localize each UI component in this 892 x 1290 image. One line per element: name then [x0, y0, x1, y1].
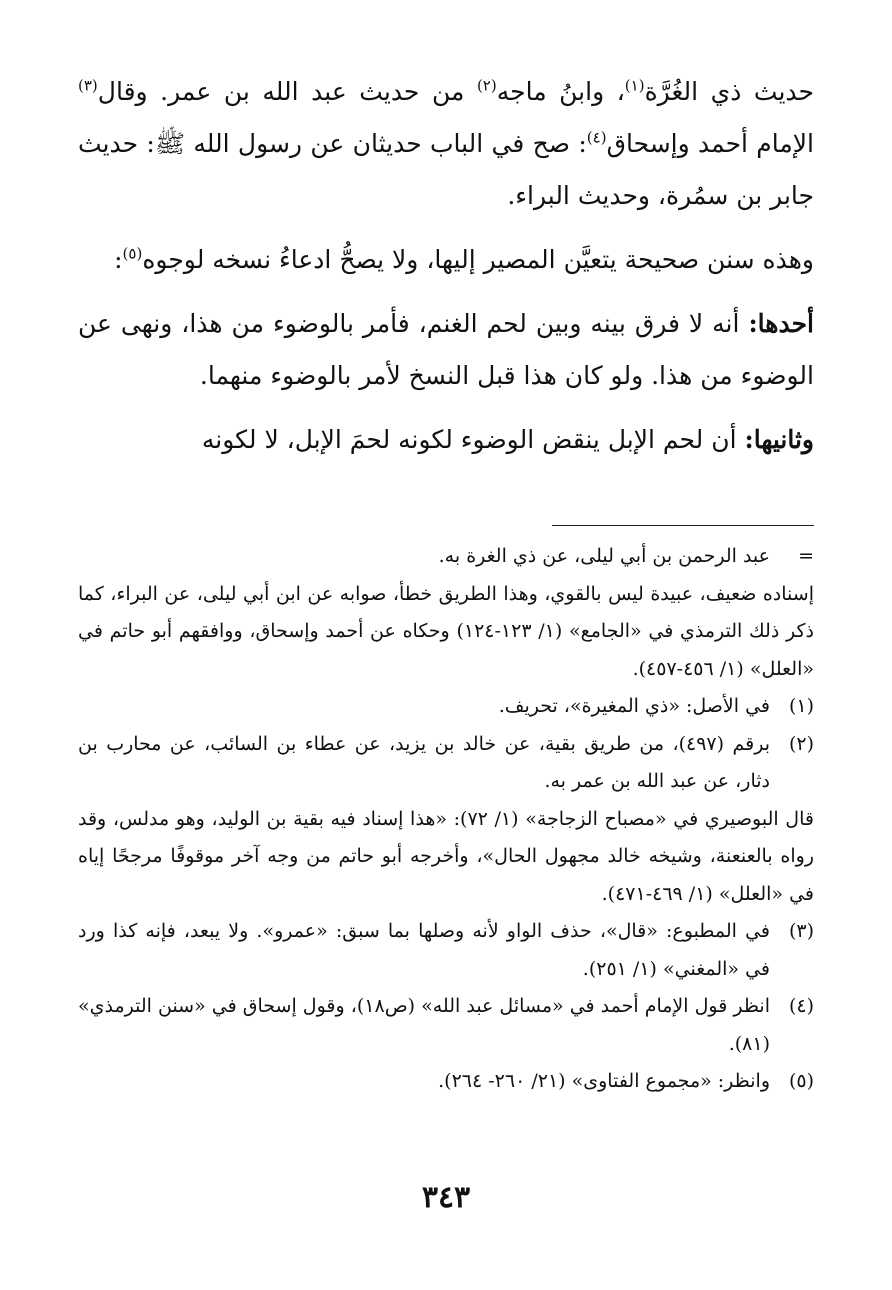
footnote-5 [78, 1063, 814, 1101]
footnote-number: (٥) [788, 1070, 814, 1092]
text-run: أن لحم الإبل ينقض الوضوء لكونه لحمَ الإبل، لا لكونه [201, 425, 745, 454]
text-run: الإمام أحمد وإسحاق [606, 129, 814, 158]
footnote-continuation [78, 538, 814, 576]
paragraph-1 [78, 66, 814, 222]
footnote-1 [78, 688, 814, 726]
footnote-2 [78, 726, 814, 801]
text-run: من حديث عبد الله بن عمر. وقال [97, 77, 477, 106]
footnote-divider [552, 525, 814, 526]
footnote-text: انظر قول الإمام أحمد في «مسائل عبد الله» (ص١٨)، وقول إسحاق في «سنن الترمذي» (٨١). [78, 995, 770, 1055]
point-label: أحدها: [748, 309, 814, 338]
footnote-text: قال البوصيري في «مصباح الزجاجة» (١/ ٧٢): «هذا إسناد فيه بقية بن الوليد، وهو مدلس، وقد رواه بالعنعنة، وشيخه خالد مجهول الحال»، وأخرجه أبو حاتم من وجه آخر موقوفًا مرجحًا إياه في «العلل» (١/ ٤٦٩-٤٧١). [78, 807, 814, 905]
paragraph-2 [78, 234, 814, 286]
footnote-text: برقم (٤٩٧)، من طريق بقية، عن خالد بن يزيد، عن عطاء بن السائب، عن محارب بن دثار، عن عبد الله بن عمر به. [78, 732, 770, 792]
text-run: حديث ذي الغُرَّة [644, 77, 814, 106]
footnote-text: عبد الرحمن بن أبي ليلى، عن ذي الغرة به. [438, 545, 770, 567]
footnote-number: (١) [788, 695, 814, 717]
text-run: : صح في الباب حديثان عن رسول الله ﷺ: حديث جابر بن سمُرة، وحديث البراء. [78, 129, 814, 210]
text-run: : [114, 245, 123, 274]
footnote-ref-4[interactable]: (٤) [586, 128, 607, 147]
footnote-ref-1[interactable]: (١) [624, 76, 645, 95]
footnote-3 [78, 913, 814, 988]
footnote-number: (٤) [788, 995, 814, 1017]
footnote-ref-5[interactable]: (٥) [122, 244, 143, 263]
text-run: ، وابنُ ماجه [496, 77, 625, 106]
footnotes [78, 538, 814, 1101]
main-text [78, 66, 814, 478]
page-number: ٣٤٣ [421, 1180, 471, 1215]
paragraph-4 [78, 414, 814, 466]
text-run: وهذه سنن صحيحة يتعيَّن المصير إليها، ولا يصحُّ ادعاءُ نسخه لوجوه [142, 245, 814, 274]
footnote-ref-3[interactable]: (٣) [78, 76, 98, 95]
footnote-number: (٢) [788, 732, 814, 755]
footnote-text: إسناده ضعيف، عبيدة ليس بالقوي، وهذا الطريق خطأ، صوابه عن ابن أبي ليلى، عن البراء، كما ذكر ذلك الترمذي في «الجامع» (١/ ١٢٣-١٢٤) وحكاه عن أحمد وإسحاق، ووافقهم أبو حاتم في «العلل» (١/ ٤٥٦-٤٥٧). [78, 582, 814, 680]
footnote-text: في الأصل: «ذي المغيرة»، تحريف. [498, 695, 770, 717]
footnote-4 [78, 988, 814, 1063]
footnote-text: في المطبوع: «قال»، حذف الواو لأنه وصلها بما سبق: «عمرو». ولا يبعد، فإنه كذا ورد في «المغني» (١/ ٢٥١). [78, 920, 770, 980]
footnote-ref-2[interactable]: (٢) [476, 76, 497, 95]
footnote-number: (٣) [788, 920, 814, 942]
footnote-text: وانظر: «مجموع الفتاوى» (٢١/ ٢٦٠- ٢٦٤). [438, 1070, 770, 1092]
paragraph-3 [78, 298, 814, 402]
point-label: وثانيها: [744, 425, 814, 454]
text-run: أنه لا فرق بينه وبين لحم الغنم، فأمر بالوضوء من هذا، ونهى عن الوضوء من هذا. ولو كان هذا قبل النسخ لأمر بالوضوء منهما. [78, 309, 814, 390]
footnote-number: = [798, 545, 814, 567]
